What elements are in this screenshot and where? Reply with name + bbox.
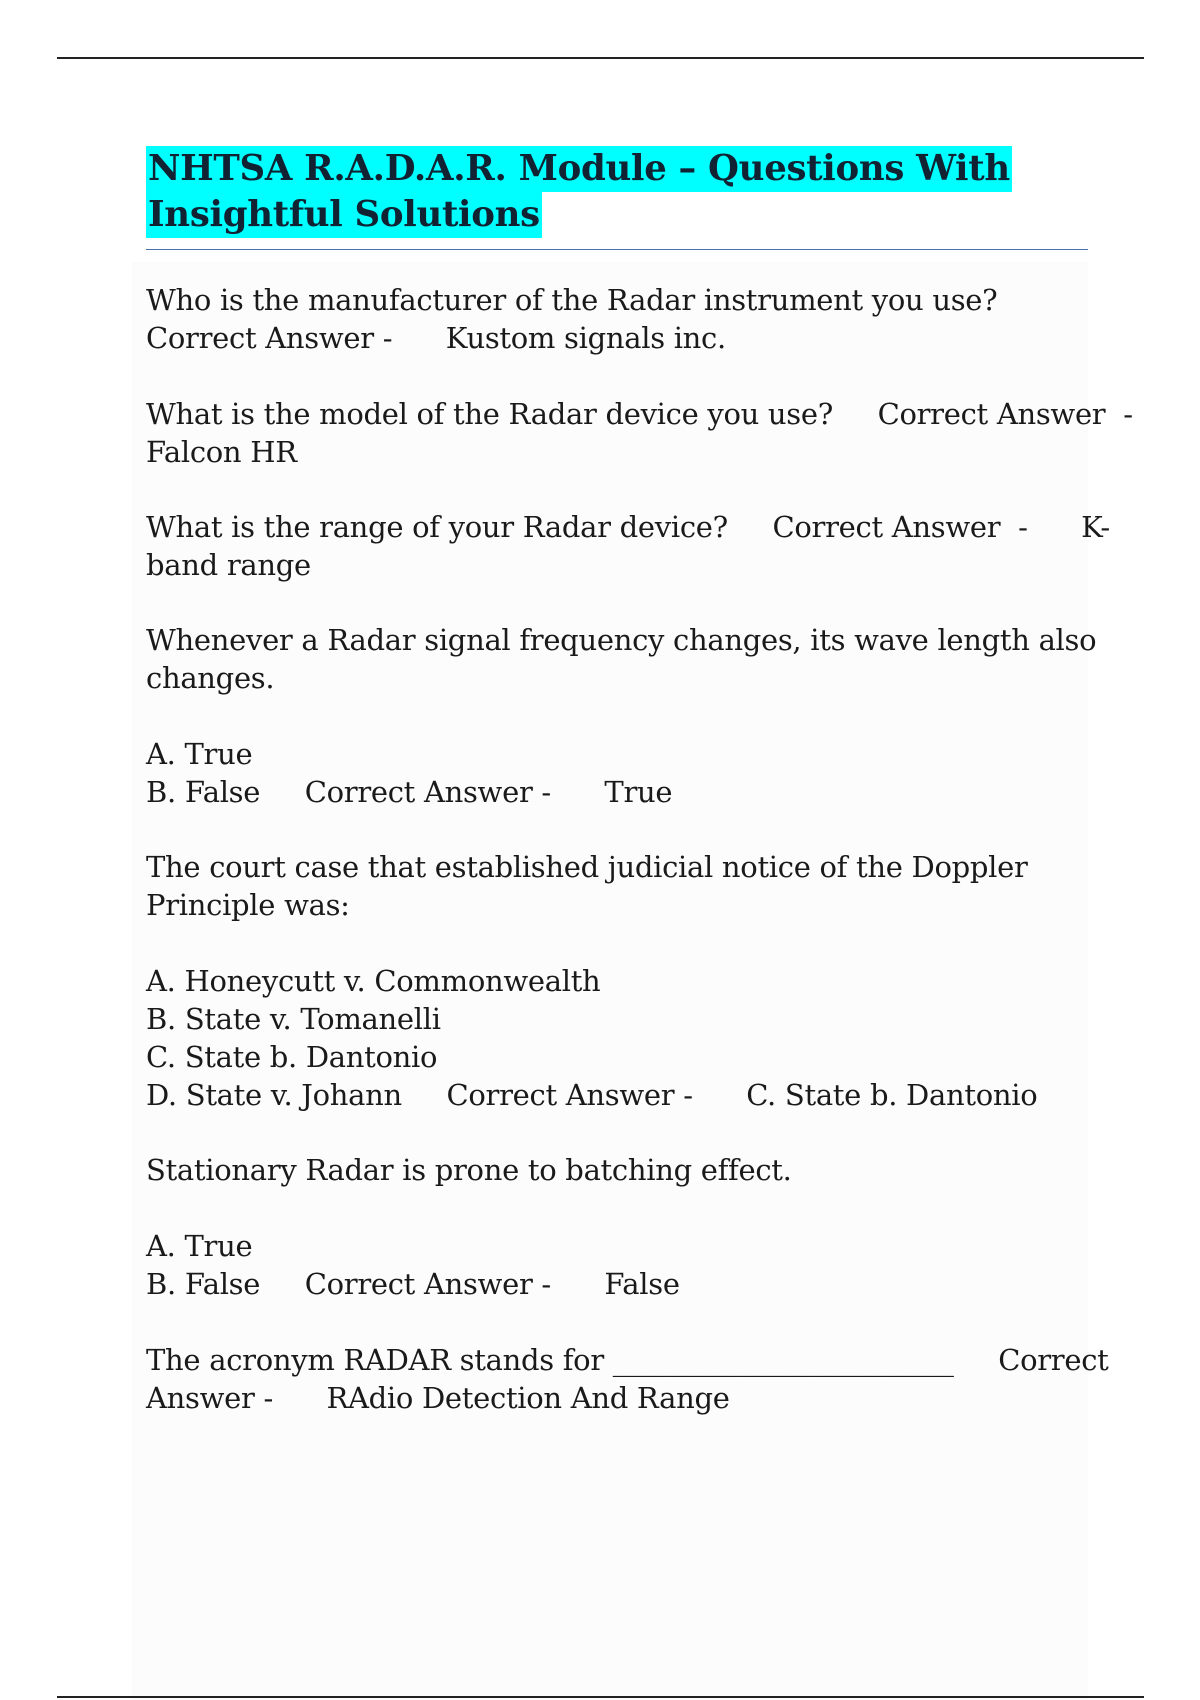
title-underline [146, 249, 1088, 250]
answer-line: B. False Correct Answer - False [146, 1267, 680, 1301]
title-line-1: NHTSA R.A.D.A.R. Module – Questions With [146, 146, 1012, 192]
question-block-4 [146, 621, 1097, 811]
answer-line: B. False Correct Answer - True [146, 775, 673, 809]
option-line: A. Honeycutt v. Commonwealth [146, 964, 601, 998]
answer-line: band range [146, 548, 311, 582]
question-block-1 [146, 281, 1076, 357]
question-line: What is the model of the Radar device you use? Correct Answer - [146, 397, 1133, 431]
option-line: A. True [146, 1229, 253, 1263]
question-line: changes. [146, 661, 275, 695]
spacer-line [146, 924, 1076, 962]
question-line: Principle was: [146, 888, 350, 922]
question-block-3 [146, 508, 1110, 584]
question-block-5 [146, 848, 1076, 1114]
spacer-line [146, 1189, 1076, 1227]
document-title [146, 146, 1046, 238]
answer-line: Falcon HR [146, 435, 297, 469]
page-bottom-rule [57, 1696, 1144, 1698]
answer-line: Answer - RAdio Detection And Range [146, 1381, 730, 1415]
page-top-rule [57, 57, 1144, 59]
option-line: B. State v. Tomanelli [146, 1002, 441, 1036]
option-line: C. State b. Dantonio [146, 1040, 438, 1074]
question-line: The court case that established judicial notice of the Doppler [146, 850, 1028, 884]
question-line: Stationary Radar is prone to batching effect. [146, 1153, 792, 1187]
option-line: A. True [146, 737, 253, 771]
question-block-2 [146, 395, 1133, 471]
question-line: Who is the manufacturer of the Radar instrument you use? [146, 283, 998, 317]
question-block-7 [146, 1341, 1109, 1417]
spacer-line [146, 697, 1076, 735]
answer-line: Correct Answer - Kustom signals inc. [146, 321, 726, 355]
title-line-2: Insightful Solutions [146, 192, 542, 238]
question-line: The acronym RADAR stands for ________________________ Correct [146, 1343, 1109, 1377]
question-line: Whenever a Radar signal frequency changes, its wave length also [146, 623, 1097, 657]
question-block-6 [146, 1151, 1076, 1303]
answer-line: D. State v. Johann Correct Answer - C. State b. Dantonio [146, 1078, 1038, 1112]
question-line: What is the range of your Radar device? Correct Answer - K- [146, 510, 1110, 544]
